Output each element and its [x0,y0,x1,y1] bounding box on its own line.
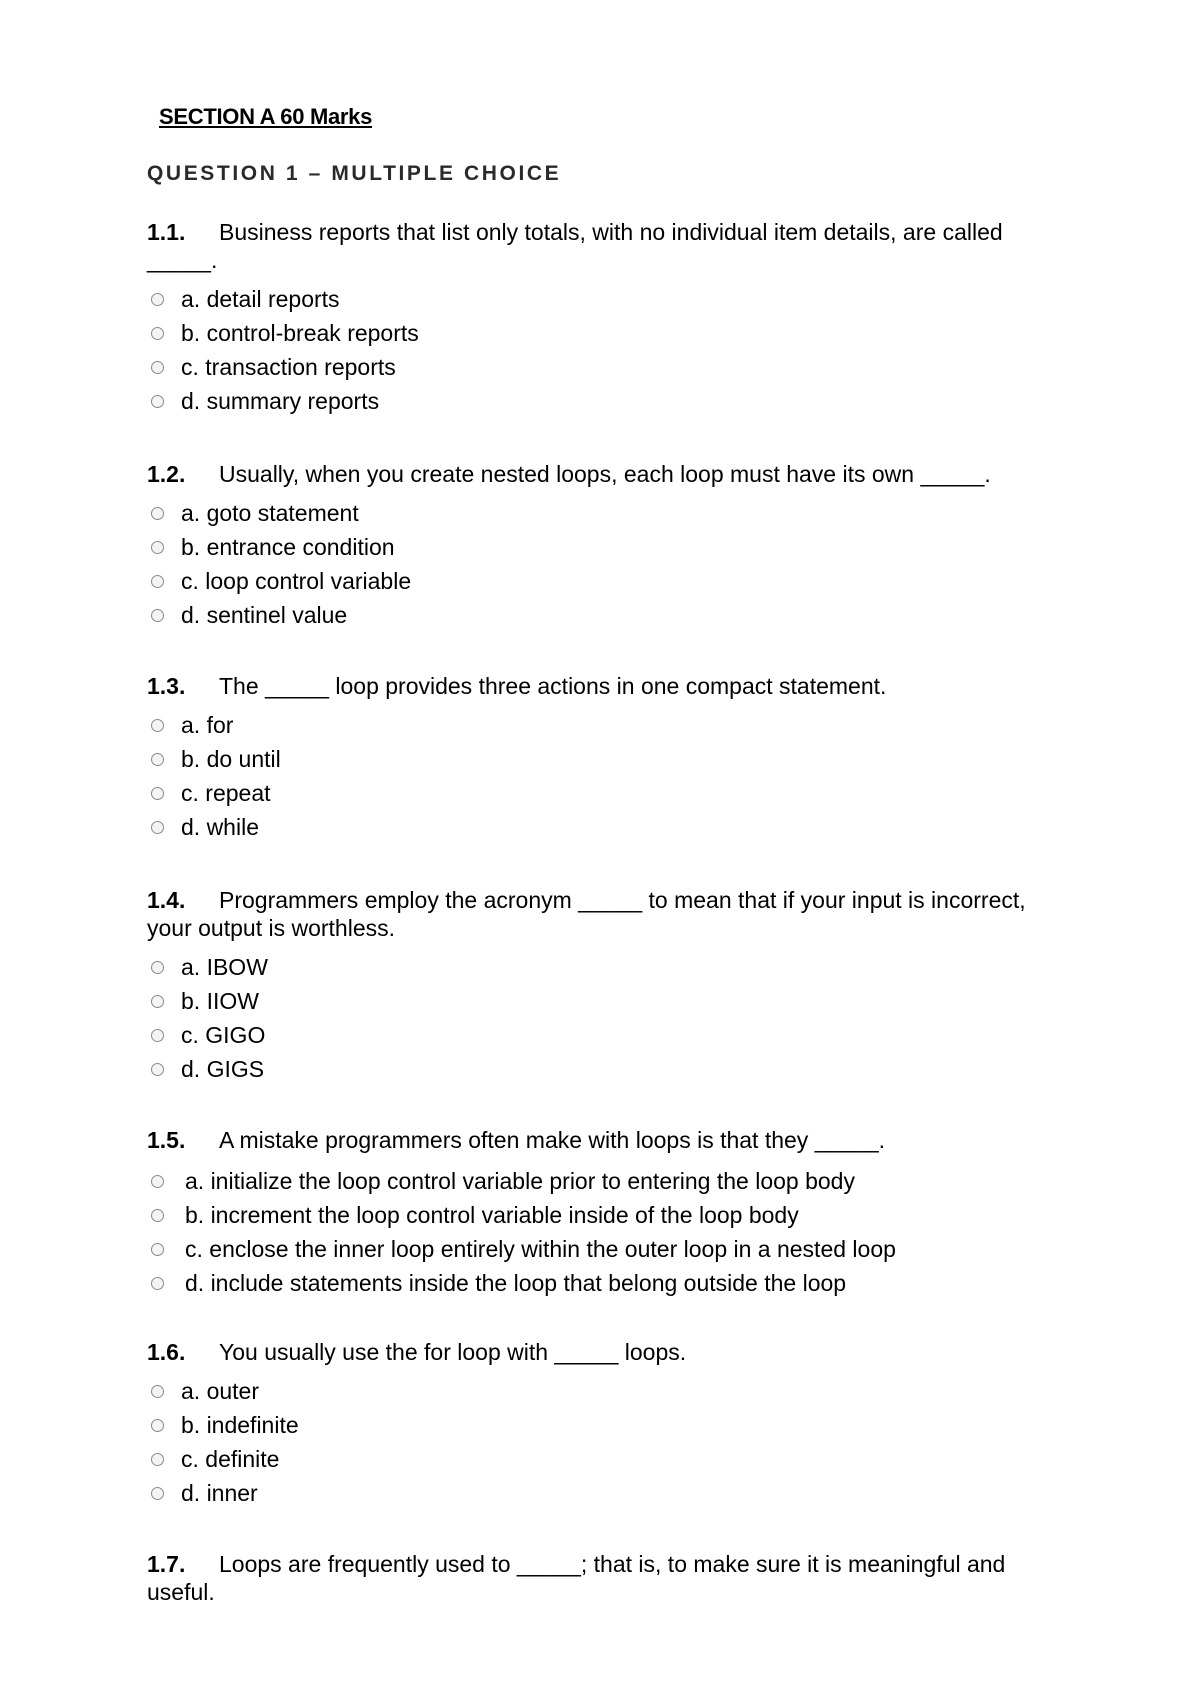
radio-button-icon[interactable] [151,1063,164,1076]
option-a[interactable] [147,1164,1067,1198]
radio-button-icon[interactable] [151,541,164,554]
question-text: Programmers employ the acronym _____ to mean that if your input is incorrect, [219,887,1026,913]
radio-button-icon[interactable] [151,507,164,520]
section-title: SECTION A 60 Marks [159,104,373,129]
question-text: Business reports that list only totals, with no individual item details, are called [219,219,1003,245]
radio-button-icon[interactable] [151,575,164,588]
option-c[interactable] [147,564,1067,598]
option-c[interactable] [147,350,1067,384]
radio-button-icon[interactable] [151,327,164,340]
radio-button-icon[interactable] [151,395,164,408]
option-label: c. transaction reports [181,353,396,380]
question-number: 1.7. [147,1551,186,1577]
radio-button-icon[interactable] [151,1385,164,1398]
question-1-2 [147,460,1067,632]
question-1-3 [147,672,1067,844]
option-label: d. summary reports [181,387,380,414]
question-heading: QUESTION 1 – MULTIPLE CHOICE [147,162,562,185]
radio-button-icon[interactable] [151,609,164,622]
option-a[interactable] [147,708,1067,742]
option-b[interactable] [147,1198,1067,1232]
option-label: a. detail reports [181,285,340,312]
radio-button-icon[interactable] [151,1175,164,1188]
option-b[interactable] [147,1408,1067,1442]
options-list [147,496,1067,632]
option-label: c. GIGO [181,1021,266,1048]
option-c[interactable] [147,1442,1067,1476]
options-list [147,1374,1067,1510]
radio-button-icon[interactable] [151,1029,164,1042]
option-label: c. repeat [181,779,271,806]
radio-button-icon[interactable] [151,961,164,974]
question-1-7 [147,1550,1067,1606]
option-b[interactable] [147,984,1067,1018]
option-label: d. sentinel value [181,601,348,628]
options-list [147,1164,1067,1300]
option-label: a. outer [181,1377,259,1404]
radio-button-icon[interactable] [151,787,164,800]
option-c[interactable] [147,1232,1067,1266]
question-text: The _____ loop provides three actions in one compact statement. [219,673,887,699]
options-list [147,282,1067,418]
question-number: 1.1. [147,219,186,245]
option-d[interactable] [147,810,1067,844]
options-list [147,708,1067,844]
question-number: 1.5. [147,1127,186,1153]
option-label: a. IBOW [181,953,268,980]
option-b[interactable] [147,530,1067,564]
question-1-6 [147,1338,1067,1510]
option-label: d. while [181,813,259,840]
option-d[interactable] [147,1476,1067,1510]
option-label: d. GIGS [181,1055,265,1082]
radio-button-icon[interactable] [151,1453,164,1466]
option-label: b. increment the loop control variable inside of the loop body [185,1201,799,1228]
radio-button-icon[interactable] [151,1277,164,1290]
option-a[interactable] [147,282,1067,316]
radio-button-icon[interactable] [151,361,164,374]
radio-button-icon[interactable] [151,821,164,834]
option-d[interactable] [147,384,1067,418]
radio-button-icon[interactable] [151,293,164,306]
question-number: 1.3. [147,673,186,699]
option-d[interactable] [147,1266,1067,1300]
radio-button-icon[interactable] [151,1419,164,1432]
option-label: d. include statements inside the loop that belong outside the loop [185,1269,847,1296]
question-text-continued: useful. [147,1579,215,1605]
option-d[interactable] [147,598,1067,632]
option-d[interactable] [147,1052,1067,1086]
radio-button-icon[interactable] [151,1209,164,1222]
question-number: 1.6. [147,1339,186,1365]
option-a[interactable] [147,496,1067,530]
option-label: b. IIOW [181,987,259,1014]
option-label: b. do until [181,745,281,772]
option-b[interactable] [147,316,1067,350]
options-list [147,950,1067,1086]
radio-button-icon[interactable] [151,995,164,1008]
option-c[interactable] [147,776,1067,810]
radio-button-icon[interactable] [151,1487,164,1500]
option-label: a. initialize the loop control variable prior to entering the loop body [185,1167,855,1194]
radio-button-icon[interactable] [151,719,164,732]
option-label: c. definite [181,1445,280,1472]
option-label: c. enclose the inner loop entirely within the outer loop in a nested loop [185,1235,896,1262]
question-text: You usually use the for loop with _____ loops. [219,1339,687,1365]
option-label: b. entrance condition [181,533,395,560]
question-text: Usually, when you create nested loops, each loop must have its own _____. [219,461,991,487]
question-number: 1.2. [147,461,186,487]
option-a[interactable] [147,950,1067,984]
option-label: a. for [181,711,234,738]
option-c[interactable] [147,1018,1067,1052]
question-1-1 [147,218,1067,418]
option-a[interactable] [147,1374,1067,1408]
question-1-5 [147,1126,1067,1300]
question-text-continued: your output is worthless. [147,915,396,941]
option-label: b. indefinite [181,1411,299,1438]
question-1-4 [147,886,1067,1086]
radio-button-icon[interactable] [151,1243,164,1256]
option-label: a. goto statement [181,499,359,526]
option-b[interactable] [147,742,1067,776]
question-text: Loops are frequently used to _____; that is, to make sure it is meaningful and [219,1551,1006,1577]
option-label: b. control-break reports [181,319,419,346]
radio-button-icon[interactable] [151,753,164,766]
question-text: A mistake programmers often make with loops is that they _____. [219,1127,886,1153]
option-label: c. loop control variable [181,567,412,594]
question-number: 1.4. [147,887,186,913]
option-label: d. inner [181,1479,258,1506]
question-text-continued: _____. [147,247,218,273]
